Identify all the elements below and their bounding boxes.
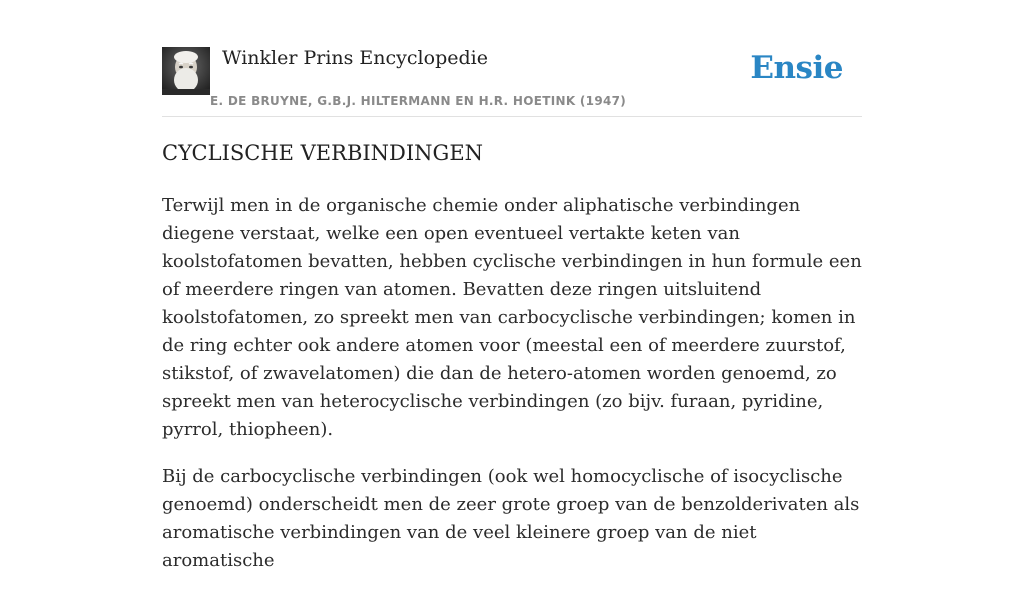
entry-title: CYCLISCHE VERBINDINGEN [162,141,484,165]
ensie-logo[interactable]: Ensie [750,50,843,86]
entry-body [162,192,862,594]
authors-line: E. DE BRUYNE, G.B.J. HILTERMANN EN H.R. HOETINK (1947) [210,94,627,108]
page [162,0,862,571]
encyclopedia-title[interactable]: Winkler Prins Encyclopedie [222,47,488,69]
header [162,0,862,117]
paragraph: Terwijl men in de organische chemie onder aliphatische verbindingen diegene verstaat, welke een open eventueel vertakte keten van koolstofatomen bevatten, hebben cyclische verbindingen in hun formule een of meerdere ringen van atomen. Bevatten deze ringen uitsluitend koolstofatomen, zo spreekt men van carbocyclische verbindingen; komen in de ring echter ook andere atomen voor (meestal een of meerdere zuurstof, stikstof, of zwavelatomen) die dan de hetero-atomen worden genoemd, zo spreekt men van heterocyclische verbindingen (zo bijv. furaan, pyridine, pyrrol, thiopheen). [162,195,862,440]
portrait-avatar-icon[interactable] [162,47,210,95]
paragraph: Bij de carbocyclische verbindingen (ook wel homocyclische of isocyclische genoemd) onderscheidt men de zeer grote groep van de benzolderivaten als aromatische verbindingen van de veel kleinere groep van de niet aromatische [162,466,860,571]
